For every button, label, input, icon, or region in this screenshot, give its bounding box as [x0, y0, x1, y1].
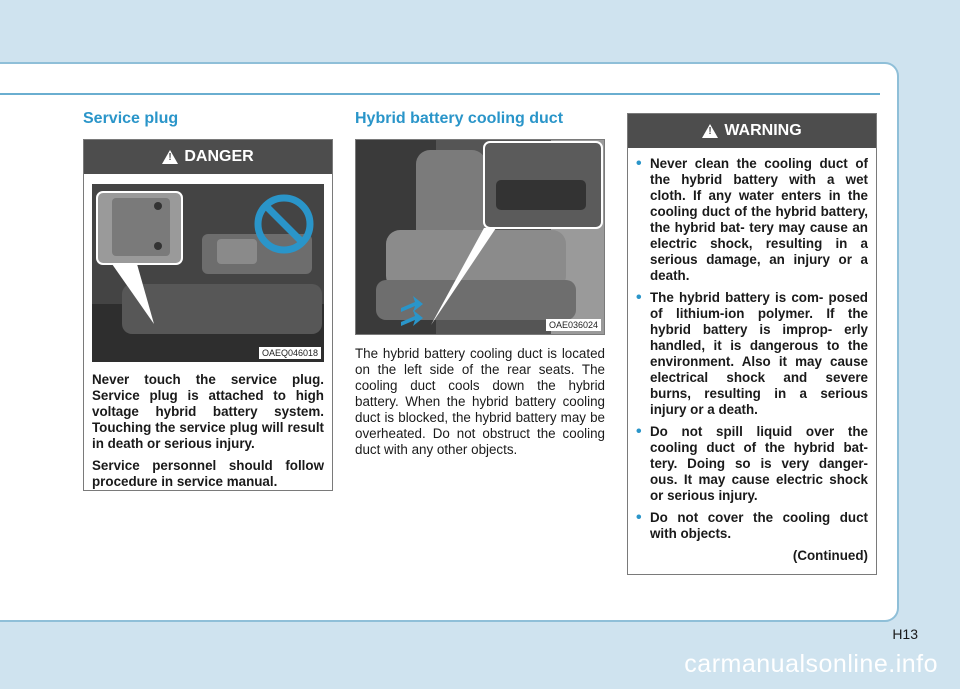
danger-paragraph-1: Never touch the service plug. Service plug is attached to high voltage hybrid battery system. Touching the service plug will result in death or serious injury. — [92, 372, 324, 451]
warning-header — [628, 114, 876, 148]
danger-header — [84, 140, 332, 174]
watermark: carmanualsonline.info — [684, 650, 938, 678]
service-plug-photo — [92, 184, 324, 362]
warning-list — [636, 156, 868, 542]
danger-paragraph-2: Service personnel should follow procedure in service manual. — [92, 458, 324, 489]
warning-item: • Never clean the cooling duct of the hybrid battery with a wet cloth. If any water enters in the cooling duct of the hybrid battery, the hybrid bat- tery may cause an electric shock, resulting in a serious damage, an injury or a death. — [636, 156, 868, 284]
danger-label: DANGER — [184, 148, 254, 165]
rear-seat-illustration — [356, 140, 604, 334]
continued-label: (Continued) — [792, 548, 868, 563]
danger-box — [83, 139, 333, 491]
cooling-duct-heading: Hybrid battery cooling duct — [355, 110, 564, 127]
warning-triangle-icon — [702, 124, 718, 138]
warning-item: • The hybrid battery is com- posed of lithium-ion polymer. If the hybrid battery is improp- erly handled, it is dangerous to the environment. Also it may cause electrical shock and severe burns, resulting in a serious injury or a death. — [636, 290, 868, 418]
cooling-duct-body: The hybrid battery cooling duct is located on the left side of the rear seats. The cooling duct cools down the hybrid battery. When the hybrid battery cooling duct is blocked, the hybrid battery may be overheated. Do not obstruct the cooling duct with any other objects. — [355, 346, 605, 457]
page-number: H13 — [892, 626, 918, 642]
warning-label: WARNING — [724, 122, 802, 139]
top-rule — [0, 93, 880, 95]
image-code: OAE036024 — [546, 319, 601, 331]
warning-item: • Do not spill liquid over the cooling duct of the hybrid bat- tery. Doing so is very danger- ous. It may cause electric shock or serious injury. — [636, 424, 868, 504]
service-plug-heading: Service plug — [83, 110, 179, 127]
image-code: OAEQ046018 — [259, 347, 321, 359]
warning-item: • Do not cover the cooling duct with objects. — [636, 510, 868, 542]
service-plug-illustration — [92, 184, 324, 362]
cooling-duct-photo — [355, 139, 605, 335]
warning-triangle-icon — [162, 150, 178, 164]
warning-box — [627, 113, 877, 575]
